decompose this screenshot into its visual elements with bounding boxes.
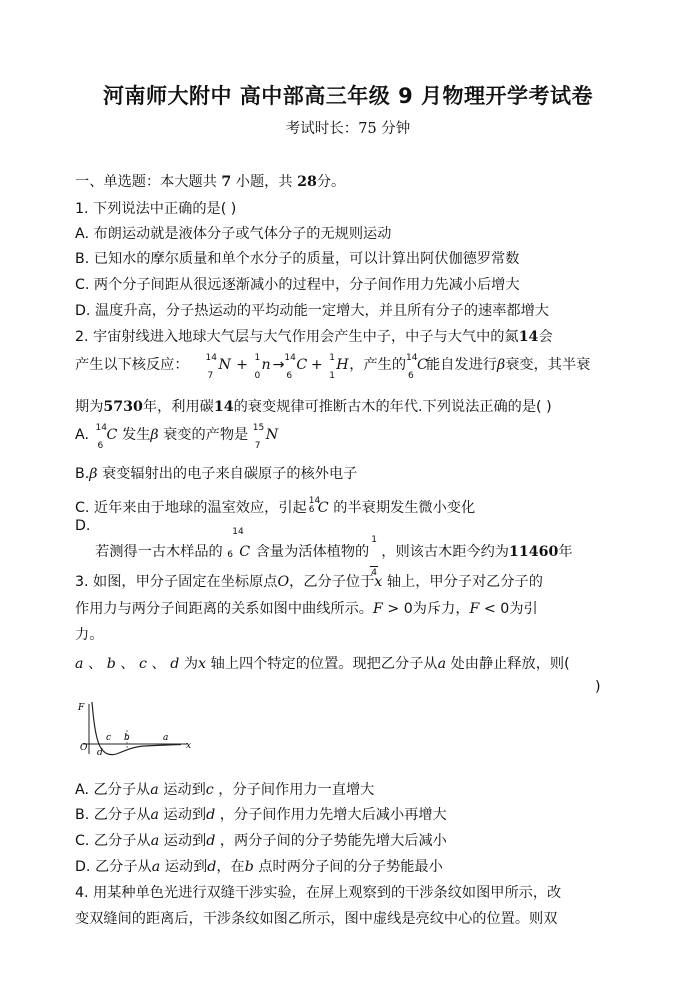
q2-option-d-label: D. — [75, 518, 91, 534]
q3-option-a: A. 乙分子从a 运动到c ，分子间作用力一直增大 — [75, 782, 375, 798]
nuclide-c14: 14 6 C — [95, 423, 118, 451]
q1-option-b: B. 已知水的摩尔质量和单个水分子的质量，可以计算出阿伏伽德罗常数 — [75, 251, 520, 267]
q2-stem-line3: 期为5730年，利用碳14的衰变规律可推断古木的年代.下列说法正确的是( ) — [75, 399, 552, 415]
nuclide-c14: 14 6 C — [284, 353, 308, 381]
force-curve — [92, 702, 181, 755]
reaction-arrow: → — [272, 357, 285, 373]
graph-label-x: x — [186, 741, 192, 751]
q3-stem-line4: a 、 b 、 c 、 d 为x 轴上四个特定的位置。现把乙分子从a 处由静止释放，则( — [75, 656, 570, 672]
graph-label-b: b — [124, 733, 130, 743]
nuclide-n15: 15 7 N — [252, 423, 279, 451]
q2-option-d: 若测得一古木样品的 14 6 C 含量为活体植物的 $\frac{1}{4}$ ，则该古木距今约为11460年 — [95, 527, 573, 578]
q1-option-a: A. 布朗运动就是液体分子或气体分子的无规则运动 — [75, 226, 392, 242]
graph-label-d: d — [97, 748, 103, 758]
nuclide-h1: 1 1 H — [329, 353, 349, 381]
nuclide-c14: 14 6 C — [227, 527, 251, 560]
q1-stem: 1. 下列说法中正确的是( ) — [75, 201, 237, 217]
q3-option-d: D. 乙分子从a 运动到d，在b 点时两分子间的分子势能最小 — [75, 859, 443, 875]
q3-stem-line1: 3. 如图，甲分子固定在坐标原点O，乙分子位于x 轴上，甲分子对乙分子的 — [75, 574, 543, 590]
exam-duration: 考试时长：75 分钟 — [285, 121, 411, 137]
q4-stem-line1: 4. 用某种单色光进行双缝干涉实验，在屏上观察到的干涉条纹如图甲所示，改 — [75, 885, 562, 901]
q2-option-a: A. 14 6 C 发生β 衰变的产物是 15 7 N — [75, 423, 279, 451]
q1-option-d: D. 温度升高，分子热运动的平均动能一定增大，并且所有分子的速率都增大 — [75, 303, 549, 319]
q3-option-c: C. 乙分子从a 运动到d ，两分子间的分子势能先增大后减小 — [75, 833, 447, 849]
page-title: 河南师大附中 高中部高三年级 9 月物理开学考试卷 — [102, 84, 594, 108]
nuclide-n14: 14 7 N — [205, 353, 231, 381]
q2-option-b: B.β 衰变辐射出的电子来自碳原子的核外电子 — [75, 466, 358, 482]
graph-label-o: O — [80, 743, 88, 753]
graph-label-c: c — [106, 733, 112, 743]
nuclide-c14: 14 6 C — [308, 496, 329, 516]
graph-label-f: F — [78, 703, 85, 713]
q3-stem-line2: 作用力与两分子间距离的关系如图中曲线所示。F > 0为斥力，F < 0为引 — [75, 601, 538, 617]
nuclide-c14: 14 6 C — [406, 353, 428, 381]
q3-option-b: B. 乙分子从a 运动到d ，分子间作用力先增大后减小再增大 — [75, 807, 447, 823]
q3-stem-line3: 力。 — [75, 627, 104, 643]
section-heading: 一、单选题：本大题共 7 小题，共 28分。 — [75, 174, 346, 190]
q2-stem-line1: 2. 宇宙射线进入地球大气层与大气作用会产生中子，中子与大气中的氮14会 — [75, 329, 553, 345]
force-distance-graph — [75, 700, 195, 758]
nuclide-neutron: 1 0 n — [254, 353, 271, 381]
q1-option-c: C. 两个分子间距从很远逐渐减小的过程中，分子间作用力先减小后增大 — [75, 277, 520, 293]
q2-stem-line2: 产生以下核反应： 14 7 N + 1 0 n → 14 6 C + 1 1 H，产生的 14 6 C能自发进行β衰变，其半衰 — [75, 353, 591, 381]
q2-option-c: C. 近年来由于地球的温室效应，引起 14 6 C 的半衰期发生微小变化 — [75, 496, 476, 516]
q4-stem-line2: 变双缝间的距离后，干涉条纹如图乙所示，图中虚线是亮纹中心的位置。则双 — [75, 911, 558, 927]
q3-stem-line5: ) — [595, 679, 601, 695]
graph-label-a: a — [163, 733, 169, 743]
